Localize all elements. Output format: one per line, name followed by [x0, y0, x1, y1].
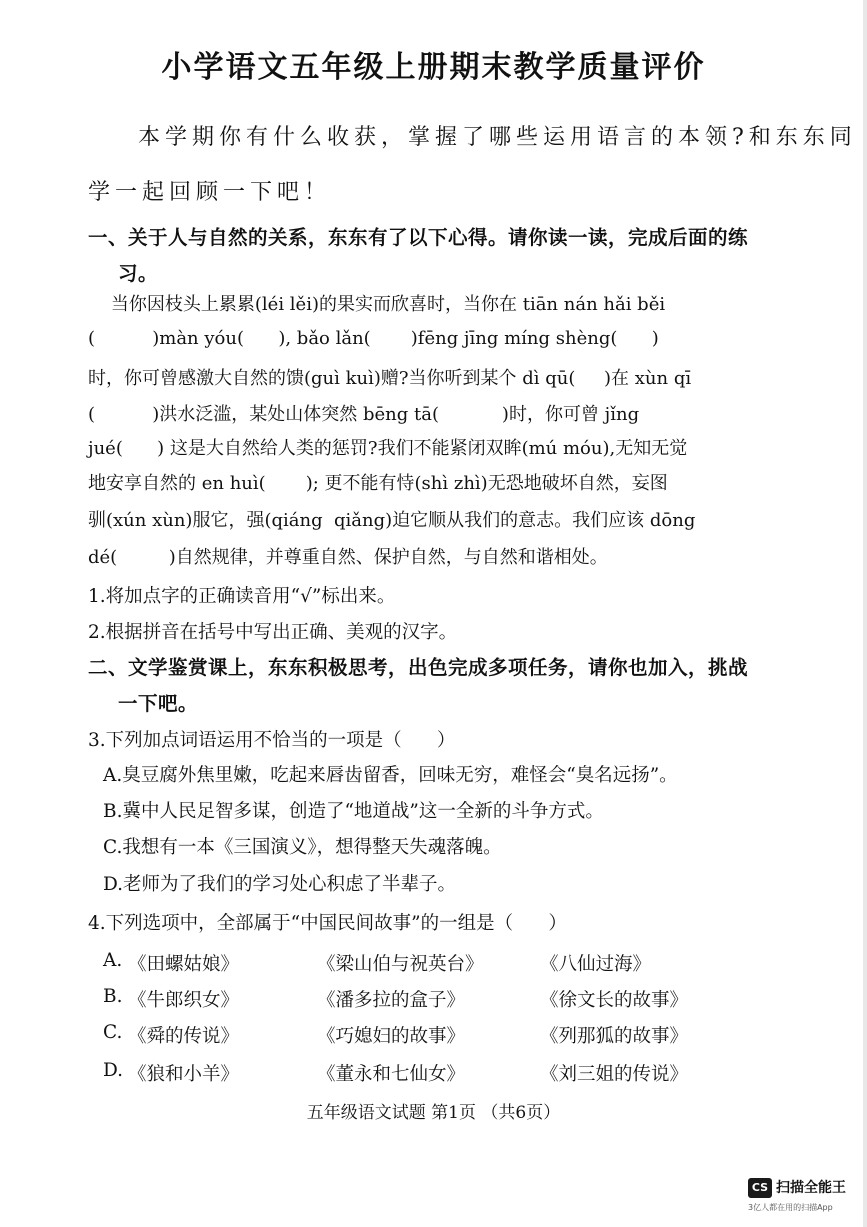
question-4-stem: 4.下列选项中，全部属于“中国民间故事”的一组是（ ）: [88, 913, 567, 934]
question-4-option-title: 《刘三姐的传说》: [540, 1064, 689, 1085]
question-4-option-title: 《梁山伯与祝英台》: [317, 954, 484, 975]
question-4-option-title: 《牛郎织女》: [128, 990, 240, 1011]
watermark-subtitle: 3亿人都在用的扫描App: [748, 1203, 833, 1212]
question-4-option-title: 《狼和小羊》: [128, 1064, 240, 1085]
intro-line-2: 学一起回顾一下吧！: [88, 180, 332, 205]
passage-line: dé( )自然规律，并尊重自然、保护自然，与自然和谐相处。: [88, 547, 608, 568]
question-4-option-title: 《巧媳妇的故事》: [317, 1026, 466, 1047]
page-title: 小学语文五年级上册期末教学质量评价: [161, 50, 706, 85]
passage-line: ( )洪水泛滥，某处山体突然 bēng tā( )时，你可曾 jǐng: [88, 404, 640, 425]
scan-edge: [863, 0, 867, 1227]
scanner-watermark: [748, 1178, 858, 1218]
question-3-option: A.臭豆腐外焦里嫩，吃起来唇齿留香，回味无穷，难怪会“臭名远扬”。: [103, 765, 678, 786]
section-2-heading: 二、文学鉴赏课上，东东积极思考，出色完成多项任务，请你也加入，挑战: [88, 656, 749, 679]
section-2-heading-cont: 一下吧。: [118, 692, 199, 715]
section-1-heading: 一、关于人与自然的关系，东东有了以下心得。请你读一读，完成后面的练: [88, 226, 749, 249]
question-3-stem: 3.下列加点词语运用不恰当的一项是（ ）: [88, 730, 456, 751]
question-4-option-title: 《舜的传说》: [128, 1026, 240, 1047]
passage-line: 当你因枝头上累累(léi lěi)的果实而欣喜时，当你在 tiān nán hǎi běi: [88, 294, 666, 315]
question-2: 2.根据拼音在括号中写出正确、美观的汉字。: [88, 622, 458, 643]
question-1: 1.将加点字的正确读音用“√”标出来。: [88, 586, 396, 607]
question-4-option-title: 《潘多拉的盒子》: [317, 990, 466, 1011]
camscanner-logo-icon: CS: [748, 1178, 772, 1198]
question-3-option: C.我想有一本《三国演义》，想得整天失魂落魄。: [103, 837, 502, 858]
question-4-option-title: 《列那狐的故事》: [540, 1026, 689, 1047]
question-3-option: D.老师为了我们的学习处心积虑了半辈子。: [103, 874, 457, 895]
passage-line: 驯(xún xùn)服它，强(qiáng qiǎng)迫它顺从我们的意志。我们应该 dōng: [88, 510, 696, 531]
question-4-option-title: 《田螺姑娘》: [128, 954, 240, 975]
page-footer: 五年级语文试题 第1页 （共6页）: [306, 1103, 561, 1123]
question-4-option-letter: A.: [103, 950, 123, 971]
passage-line: ( )màn yóu( ), bǎo lǎn( )fēng jīng míng shèng( ): [88, 328, 659, 349]
question-4-option-letter: C.: [103, 1022, 123, 1043]
question-4-option-title: 《董永和七仙女》: [317, 1064, 466, 1085]
question-4-option-letter: D.: [103, 1060, 124, 1081]
passage-line: jué( ) 这是大自然给人类的惩罚?我们不能紧闭双眸(mú móu),无知无觉: [88, 438, 688, 459]
section-1-heading-cont: 习。: [118, 262, 159, 285]
question-4-option-title: 《徐文长的故事》: [540, 990, 689, 1011]
question-3-option: B.冀中人民足智多谋，创造了“地道战”这一全新的斗争方式。: [103, 801, 604, 822]
question-4-option-title: 《八仙过海》: [540, 954, 652, 975]
intro-line-1: 本学期你有什么收获，掌握了哪些运用语言的本领?和东东同: [138, 125, 857, 150]
passage-line: 地安享自然的 en huì( ); 更不能有恃(shì zhì)无恐地破坏自然，妄图: [88, 473, 668, 494]
passage-line: 时，你可曾感激大自然的馈(guì kuì)赠?当你听到某个 dì qū( )在 xùn qī: [88, 368, 692, 389]
watermark-name: 扫描全能王: [776, 1180, 846, 1196]
question-4-option-letter: B.: [103, 986, 123, 1007]
